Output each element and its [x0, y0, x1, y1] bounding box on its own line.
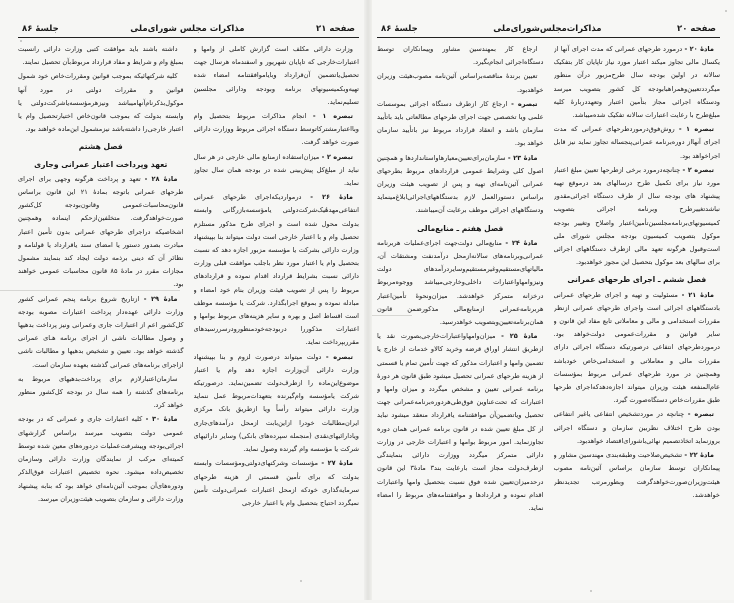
article-label: تبصره ۱ - — [312, 112, 353, 121]
article-text: انجام مذاکرات مربوط بتحصیل وام وبااعتبارمشترکاتوسط دستگاه اجرائی مربوط ووزارت دارائی صورت خواهد گرفت. — [193, 112, 359, 147]
body-paragraph: ارجاع کار بمهندسین مشاور وپیمانکاران توسط دستگاه‌اجرائی انجام‌بگیرد. — [377, 45, 544, 67]
page-number: صفحه ۲۰ — [677, 24, 716, 34]
article-paragraph — [18, 173, 184, 292]
article-text: ارجاع کار ازطرف دستگاه اجرائی بموسسات علمی ویا تخصصی جهت اجرای طرحهای مطالعاتی باید باتأیید سازمان باشد و انعقاد قرارداد مربوط نیز باتأیید سازمان خواهد بود. — [377, 99, 544, 148]
article-paragraph — [18, 413, 184, 505]
article-text: درمورد طرحهای عمرانی که مدت اجرای آنها از یکسال مالی تجاوز میکند اعتبار مورد نیاز تاپایان کار بتفکیک سالانه در اولین بودجه سال طرح‌مزبور درآن منظور میگرددتعیین‌وهمراهبابودجه کل کشور بتصویب میرسد ودستگاه اجرائی مجاز بتأمین اعتبار وتعهددربارهٔ کلیه مبلغ‌طرح با رعایت اعتبارات سالانه تفکیک شده‌میباشد. — [553, 45, 720, 120]
article-text: دولت میتواند درصورت لزوم و بنا بپیشنهاد وزارت دارائی آن‌وزارت اجازه دهد وام یا اعتبار موضوع‌این‌ماده را ازطرف‌دولت تضمین‌نماید. درصورتیکه شرکت یامؤسسه وام‌گیرنده بتعهدات‌مربوط عمل ننماید وزارت دارائی میتواند رأساً ویا ازطریق بانک مرکزی ایران‌مطالبات خودرا ازاین‌بابت ازمحل درآمدهای‌جاری ویادارائیهای‌نقدی (منجمله سپرده‌های بانکی) وسایر دارائیهای شرکت یا مؤسسه وام گیرنده وصول نماید. — [193, 352, 359, 454]
article-text: تعهد و پرداخت هرگونه وجهی برای اجرای طرحهای عمرانی باتوجه بمادهٔ ۲۱ این قانون براساس قانون‌محاسبات‌عمومی وقانون‌بودجه کل‌کشور صورت‌خواهدگرفت. متخلفین‌ازحکم اینماده وهمچنین اشخاصیکه دراجرای طرحهای عمرانی بدون تأمین اعتبار مبادرت بصدور دستور یا امضای سند یاقرارداد یا قولنامه و نظائر آن که دینی برذمه دولت ایجاد کند بنمایند مشمول مجازات مقرر در مادهٔ ۸۵ قانون محاسبات عمومی خواهند بود. — [18, 174, 184, 289]
article-text: میزان‌وامهاواعتبارات‌خارجی‌بصورت نقد یا ازطریق انتشار اوراق قرضه وخرید کالاو خدمات از خارج یا تضمین وامها و اعتبارات مذکور که جهت تأمین تمام یا قسمتی از هزینه طرحهای عمرانی تحصیل میشود طبق قانون هر دورهٔ برنامه عمرانی تعیین و مشخص میگردد و میزان وامها و اعتبارات که تحت‌عناوین فوق‌طی‌هردوره‌برنامه‌عمرانی جهت تحصیل ویاتضمین‌آن موافقتنامه یاقرارداد منعقد میشود نباید از کل مبلغ تعیین شده در قانون برنامه عمرانی همان دوره تجاوزنماید. امور مربوط بوامها و اعتبارات خارجی در وزارت دارائی متمرکز میگردد ووزارت دارائی بنمایندگی ازطرف‌دولت مجاز است بارعایت بند۳ مادهٔ۳ این قانون درحدمیزان‌تعیین شده فوق نسبت بتحصیل وامها واعتبارات اقدام نموده و قراردادها و موافقتنامه‌های مربوط را امضاء نماید. — [377, 332, 544, 512]
article-label: مادهٔ ۲۱ - — [681, 290, 714, 299]
article-text: روش‌فوق‌درمورد‌طرحهای عمرانی که مدت اجرای آنهااز دوره‌برنامه عمرانی‌پنجساله تجاوز نماید نیز قابل اجراخواهد بود. — [553, 125, 720, 160]
article-label: مادهٔ ۳۰ - — [145, 415, 178, 424]
running-head — [18, 22, 359, 38]
scan-speck — [300, 580, 302, 582]
column-left — [377, 43, 544, 603]
article-label: مادهٔ ۲۳ - — [507, 153, 538, 162]
column-left — [18, 43, 184, 603]
article-paragraph — [554, 123, 721, 163]
article-text: چنانچه در موردتشخیص انتفاعی یاغیر انتفاعی بودن طرح اختلاف نظربین سازمان و دستگاه اجرائی بروزنماید اتخاذتصمیم نهائی‌باشورای‌اقتصاد خواهدبود. — [553, 410, 720, 445]
article-text: میزان‌استفاده ازمنابع مالی خارجی در هر سال نباید از مبلغ‌کل پیش‌بینی شده در بودجه همان سال تجاوز نماید. — [193, 152, 359, 188]
article-label: تبصره ۱ - — [678, 125, 714, 134]
article-label: تبصره - — [325, 352, 353, 361]
section-heading: فصل هفتم ـ منابع‌مالی — [417, 223, 504, 233]
article-label: تبصره - — [511, 99, 538, 108]
running-head — [377, 22, 720, 38]
session-number: جلسهٔ ۸۶ — [381, 24, 418, 34]
section-heading: فصل هشتم — [78, 142, 123, 152]
article-label: مادهٔ ۲۸ - — [144, 174, 178, 183]
article-label: مادهٔ ۲۷ - — [321, 459, 353, 468]
article-text: سازمان‌برای‌تعیین‌معیارهاواستانداردها و همچنین اصول کلی وشرایط عمومی قراردادهای مربوط بطرحهای عمرانی آئین‌نامه‌ای تهیه و پس از تصویب هیئت وزیران براساس دستورالعمل لازم بدستگاههای‌اجرائی‌ابلاغ‌مینماید ودستگاههای اجرائی موظف برعایت آن‌میباشند. — [377, 153, 544, 215]
scan-artifact-line — [372, 315, 412, 316]
page-20 — [367, 0, 734, 600]
page-21 — [0, 0, 367, 600]
article-text: منابع‌مالی دولت‌جهت اجرای‌عملیات هربرنامه عمرانی‌وبرنامه‌های سالانه‌ازمحل درآمدنفت ومشتقات آن، مالیاتهای‌مستقیم‌وغیرمستقیم‌وسایردرآمدهای دولت ونیزوامهاواعتبارات داخلی‌وخارجی‌میباشد ووجوه‌مربوط درخزانه متمرکز خواهدشد. میزان‌ونحوهٔ تأمین‌اعتبار هربرنامه‌عمرانی ازمنابع‌مالی مذکورضمن قانون همان‌برنامه‌تعیین‌وبتصویب خواهدرسید. — [377, 238, 544, 327]
article-paragraph — [18, 293, 184, 372]
article-label: مادهٔ ۲۹ - — [143, 294, 178, 303]
publication-title: مذاکرات‌مجلس‌شورای‌ملی — [493, 24, 602, 34]
scan-speck — [725, 10, 727, 12]
article-text: مسئولیت و تهیه و اجرای طرحهای عمرانی بادستگاههای اجرائی است واجرای طرحهای عمرانی ازنظر مقررات استخدامی و مالی و معاملاتی تابع مفاد این قانون و سایر قوانین و مقررات‌عمومی دولت‌خواهد بود. درموردطرحهای انتفاعی درصورتیکه دستگاه اجرائی دارای مقررات مالی و معاملاتی و استخدامی‌خاص خودباشد وهمچنین در مورد طرحهای عمرانی مربوط بمؤسسات عام‌المنفعه هیئت وزیران میتواند اجازه‌دهدکه‌اجرای طرحها طبق مقررات‌خاص دستگاه‌صورت گیرد. — [553, 290, 720, 405]
scan-speck — [590, 590, 592, 592]
body-paragraph: داشته باشند باید موافقت کتبی وزارت دارائی رانسبت بمبلغ وام و شرایط و مفاد قرارداد مربوط‌بآن تحصیل نمایند. — [18, 45, 184, 67]
article-paragraph — [194, 110, 360, 150]
article-text: تشخیص‌صلاحیت وطبقه‌بندی مهندسین مشاور و پیمانکاران توسط سازمان براساس آئین‌نامه مصوب هیئت‌وزیران‌صورت‌خواهدگرفت وبطورمرتب تجدیدنظر خواهدشد. — [553, 451, 720, 499]
article-label: مادهٔ ۲۵ - — [501, 332, 538, 341]
article-paragraph — [554, 289, 721, 408]
article-text: ازتاریخ شروع برنامه پنجم عمرانی کشور وزارت دارائی عهده‌دار پرداخت اعتبارات مصوبه بودجه کل‌کشور اعم از اعتبارات جاری وعمرانی ونیز پرداخت بدهیها و وصول مطالبات ناشی از اجرای برنامه هـای عمرانی گذشته خواهد بود. تعیین و تشخیص بدهیها و مطالبات ناشی ازاجرای برنامه‌های عمرانی گذشته بعهده سازمان است. — [18, 294, 184, 369]
publication-title: مذاکرات مجلس شورای‌ملی — [130, 24, 245, 34]
article-label: مادهٔ ۲۲ - — [684, 451, 714, 460]
article-paragraph — [377, 330, 544, 515]
article-paragraph — [554, 43, 721, 122]
article-label: تبصره - — [687, 410, 714, 419]
body-paragraph: سازمان‌اعتبارلازم برای پرداخت‌بدهیهای مربوط به برنامه‌های گذشته را همه سال در بودجه کل‌کشور منظور خواهد کرد. — [18, 374, 184, 410]
article-label: مادهٔ ۲۶ - — [310, 193, 353, 202]
article-label: مادهٔ ۲۰ - — [684, 45, 714, 53]
article-text: درمواردیکه‌اجرای طرحهای عمرانی انتفاعی‌مهدهٔیک‌شرکت‌دولتی یامؤسسه‌بازرگانی وابسته بدولت محول شده است و اجرای طرح مذکور مستلزم تحصیل وام و با اعتبار خارجی است دولت میتواند بنا بپیشنهاد وزارت دارائی بشرکت یا مؤسسه مزبور اجازه دهد که نسبت بتحصیل وام یا اعتبار مورد نظر باجلب موافقت قبلی وزارت دارائی نسبت بشرایط قرارداد اقدام نموده و قراردادهای مربوط را پس از تصویب هیئت وزیران بنام خود امضاء و مبادله نموده و بموقع اجرابگذارد. شرکت یا مؤسسه موظف است اقساط اصل و بهره و سایر هزینه‌های مربوط بوامها و اعتبارات مذکوررا دربودجه‌خودمنظورودرسررسیدهای مقرربپرداخت نماید. — [193, 193, 359, 347]
article-label: تبصره ۲ - — [682, 165, 714, 174]
article-paragraph — [377, 152, 544, 218]
section-heading: فصل ششم ـ اجرای طرحهای عمرانی — [567, 275, 707, 285]
body-paragraph: وزارت دارائی مکلف است گزارش کاملی از وامها و اعتبارات‌خارجی که تاپایان شهریور و اسفندماه هرسال جهت تحصیل‌یاتضمین آن‌قرارداد وبایاموافقتنامه امضاء شده تهیه‌وبکمیسیونهای برنامه وبودجه ودارائی مجلسین تسلیم‌نماید. — [193, 45, 359, 106]
article-text: چنانچه‌درمورد برخی ازطرحها تعیین مبلغ اعتبار مورد نیاز برای تکمیل طرح درسالهای بعد درموقع تهیه پیشنهاد های بودجه سال از طرف دستگاه اجرائی‌مقدور نباشدتغییرطرح وبرنامه اجرائی بتصویب کمیسیونهای‌برنامه‌مجلسین‌تأمین‌اعتبار واصلاح وتغییر بودجه موکول بتصویب کمیسیون بودجه مجلس شورای ملی است‌وقبول هرگونه تعهد مالی ازطرف دستگاههای اجرائی برای سالهای بعد موکول بتحصیل این مجوز خواهدبود. — [553, 165, 720, 267]
scan-artifact-line — [0, 290, 180, 291]
session-number: جلسهٔ ۸۶ — [22, 24, 59, 34]
section-heading: تعهد وپرداخت اعتبار عمرانی وجاری — [34, 159, 168, 169]
article-paragraph — [554, 164, 721, 270]
article-paragraph — [554, 449, 721, 502]
article-paragraph — [194, 351, 360, 457]
article-label: تبصره ۲ - — [321, 152, 353, 161]
body-paragraph: کلیه شرکتهائیکه بموجب قوانین ومقررات‌خاص خود شمول قوانین و مقررات دولتی در مورد آنها موکول‌بذکرنام‌آنهامیباشد ونیزهرمؤسسه‌یاشرکت‌دولتی یا وابسته بدولت که بموجب قانون‌خاص اختیارتحصیل وام یا اعتبار خارجی‌را داشته‌باشد نیزمشمول این‌ماده خواهند بود. — [18, 72, 184, 134]
article-text: کلیه اعتبارات جاری و عمرانی که در بودجه عمومی دولت بتصویب میرسد براساس گزارشهای اجرائی‌بودجه وپیشرفت‌عملیات دردوره‌های معین شده توسط کمیته‌ای مرکب از نمایندگان وزارت دارائی وسازمان تخصیص‌داده میشود. نحوه تخصیص اعتبارات فوق‌الذکر ودوره‌های‌آن بموجب آئین‌نامه‌ای خواهد بود که بنابه پیشنهاد وزارت دارائی و سازمان بتصویب هیئت‌وزیران میرسد. — [18, 415, 184, 503]
article-paragraph — [377, 98, 544, 151]
column-right — [554, 43, 721, 603]
article-paragraph — [194, 457, 360, 510]
body-paragraph: تعیین برندهٔ مناقصه‌براساس آئین‌نامه مصوب‌هیئت وزیران خواهدبود. — [377, 72, 544, 94]
column-right — [194, 43, 360, 603]
page-number: صفحه ۲۱ — [316, 24, 355, 34]
article-paragraph — [554, 408, 721, 448]
article-paragraph — [194, 191, 360, 349]
article-paragraph — [194, 151, 360, 191]
article-text: مؤسسات وشرکتهای‌دولتی‌ومؤسسات وابسته بدولت که برای تأمین قسمتی از هزینه طرحهای سرمایه‌گذاری خودکه ازمحل اعتبارات عمرانی‌دولت تأمین نمیگردد احتیاج بتحصیل وام یا اعتبار خارجی — [193, 459, 359, 507]
text-columns — [377, 43, 720, 603]
book-gutter — [364, 0, 372, 600]
article-label: مادهٔ ۲۴ - — [505, 238, 538, 247]
text-columns — [18, 43, 359, 603]
scan-speck — [20, 40, 22, 42]
